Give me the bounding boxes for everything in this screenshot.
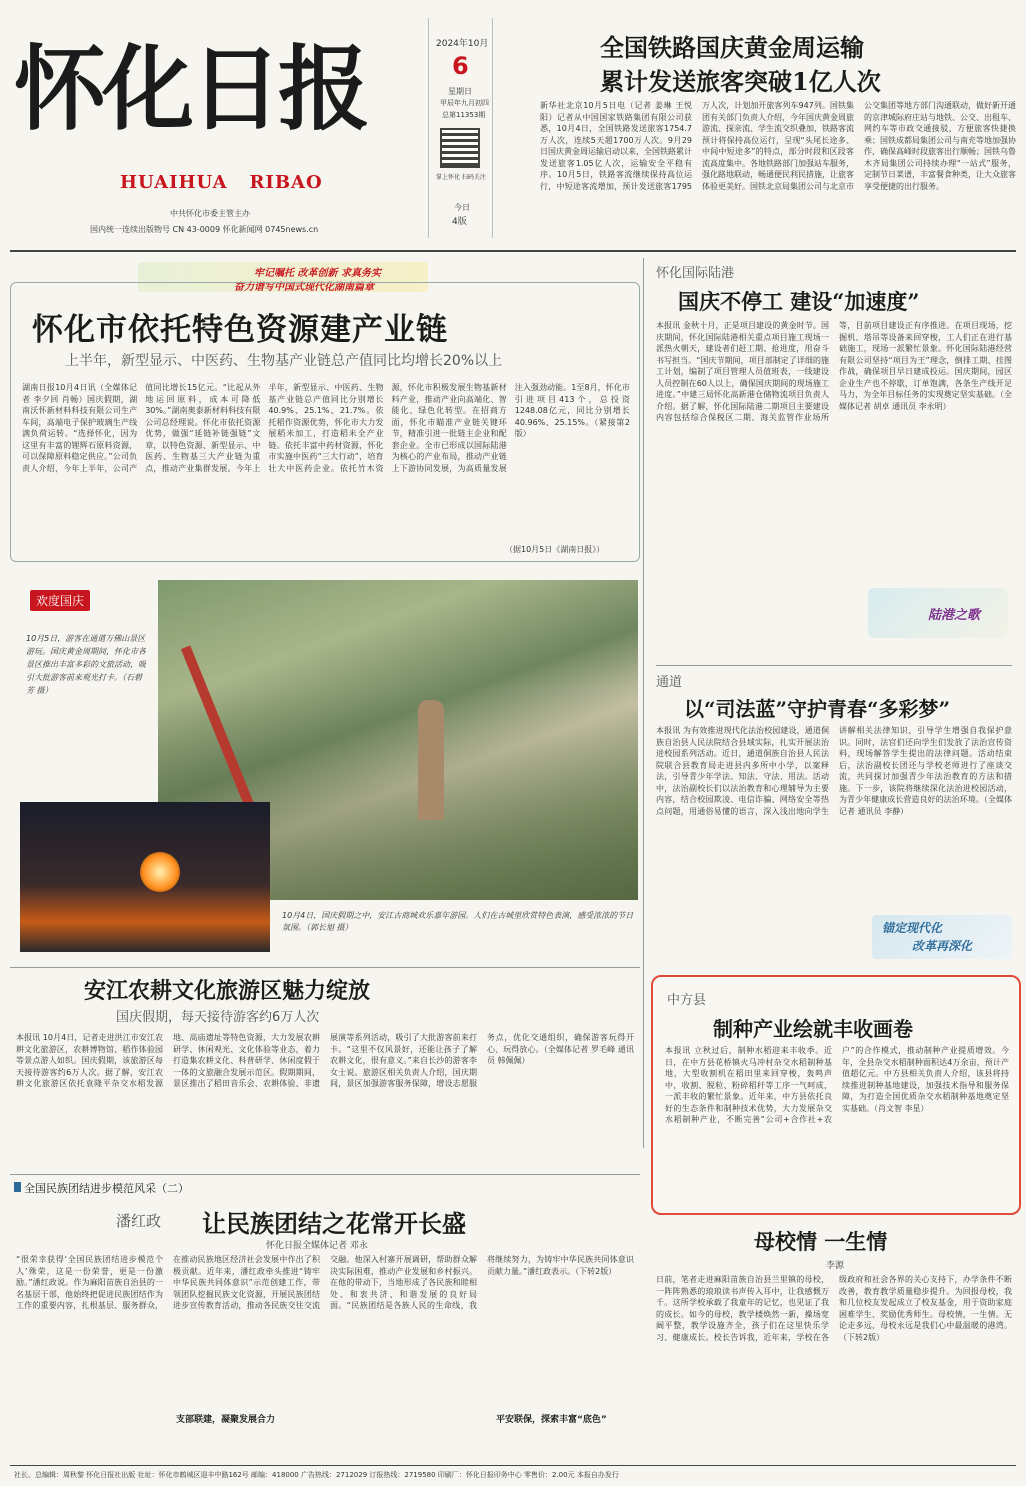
side-top-body: 本报讯 金秋十月，正是项目建设的黄金时节。国庆期间，怀化国际陆港相关重点项目施工现场一派热火朝天，建设者们赶工期、抢进度，用奋斗书写担当。“国庆节期间，项目部制定了详细的施工计划，编制了项目管理人员值班表，一线建设人员控制在60人以上，确保国庆期间的现场施工进度。”中建三局怀化高新港仓储物流项目负责人介绍。据了解，怀化国际陆港二期项目主要建设内容包括综合保税区二期、海关监管作业场所等，目前项目建设正有序推进。在项目现场，挖掘机、塔吊等设备来回穿梭，工人们正在进行基础施工，现场一派繁忙景象。怀化国际陆港经营有限公司坚持“项目为王”理念，倒排工期、挂图作战，确保项目早日建成投运。国庆期间，园区企业生产也不停歇，订单饱满，各条生产线开足马力，为全年目标任务的实现奠定坚实基础。（全媒体记者 胡卓 通讯员 李永明） [656, 321, 1012, 422]
reform-graphic [872, 915, 1012, 959]
reform-graphic-line-2: 改革再深化 [912, 939, 973, 953]
side-top-kicker: 怀化国际陆港 [656, 266, 735, 281]
lead-subtitle: 上半年，新型显示、中医药、生物基产业链总产值同比均增长20%以上 [65, 353, 503, 369]
lead-body: 湖南日报10月4日讯（全媒体记者 李夕回 肖畅）国庆假期，湖南沃怀新材料科技有限公司生产车间，高端电子保护玻璃生产线满负荷运转。“选择怀化，因为这里有丰富的锂辉石原料资源，可以保障原料稳定供应。”公司负责人介绍，今年上半年，公司产值同比增长15亿元。“比起从外地运回原料，成本可降低30%。”湖南奥泰新材料科技有限公司总经理说。怀化市依托资源优势，做强“延链补链强链”文章，以特色资源、新型显示、中医药、生物基三大产业链为重点，推动产业集群发展。今年上半年，新型显示、中医药、生物基产业链总产值同比分别增长40.9%、25.1%、21.7%。依托稻作资源优势，怀化市大力发展稻米加工，打造稻米全产业链。依托丰富中药材资源，怀化市实施中医药“三大行动”，培育壮大中医药企业。依托竹木资源，怀化市积极发展生物基新材料产业，推动产业向高端化、智能化、绿色化转型。在招商方面，怀化市瞄准产业链关键环节，精准引进一批链主企业和配套企业。全市已形成以国际陆港为核心的产业布局，推动产业链上下游协同发展，为高质量发展注入强劲动能。1至8月，怀化市引进项目413个，总投资1248.08亿元，同比分别增长40.96%、25.15%。（紧接第2版） [22, 383, 630, 473]
masthead-sponsor: 中共怀化市委主管主办 [170, 209, 250, 218]
masthead [0, 0, 1026, 260]
essay-title[interactable]: 母校情 一生情 [754, 1229, 888, 1254]
issue-number: 总第11353期 [442, 111, 486, 119]
minzu-title[interactable]: 让民族团结之花常开长盛 [202, 1209, 466, 1238]
series-marker-icon [14, 1182, 21, 1192]
date-day: 6 [452, 52, 469, 80]
lead-story [10, 258, 640, 563]
pages-label: 今日 [454, 203, 470, 212]
tongdao-body: 本报讯 为有效推进现代化法治校园建设，通道侗族自治县人民法院结合县域实际，扎实开展法治进校园系列活动。近日，通道侗族自治县人民法院联合县教育局走进县内多所中小学，以案释法，引导青少年学法、知法、守法、用法。活动中，法治副校长们以法治教育和心理辅导为主要内容，结合校园欺凌、电信诈骗、网络安全等热点问题，用通俗易懂的语言，深入浅出地向学生讲解相关法律知识，引导学生增强自我保护意识。同时，法官们还向学生们发放了法治宣传资料，现场解答学生提出的法律问题。活动结束后，法治副校长团还与学校老师进行了座谈交流，共同探讨加强青少年法治教育的方法和措施。下一步，该院将继续深化法治进校园活动，为青少年健康成长营造良好的法治环境。（全媒体记者 通讯员 李静） [656, 726, 1012, 816]
masthead-title: 怀化日报 [14, 35, 367, 143]
photo-section [10, 570, 640, 965]
minzu-story [10, 1176, 640, 1466]
main-photo-caption: 10月4日，国庆假期之中，安江古商城欢乐嘉年游园。人们在古城里欣赏特色表演，感受浓浓的节日氛围。（郭长旭 摄） [282, 911, 634, 932]
tongdao-story [648, 665, 1018, 965]
lead-end-note: （据10月5日《湖南日报》） [505, 545, 605, 554]
masthead-pinyin: HUAIHUA RIBAO [120, 172, 323, 193]
zhongfang-title[interactable]: 制种产业绘就丰收画卷 [713, 1017, 913, 1041]
masthead-meta: 国内统一连续出版物号 CN 43-0009 怀化新闻网 0745news.cn [90, 225, 319, 234]
subhead-2: 平安联保，探索丰富“底色” [496, 1415, 607, 1425]
tongdao-title[interactable]: 以“司法蓝”守护青春“多彩梦” [684, 697, 951, 721]
minzu-byline: 怀化日报全媒体记者 邓永 [266, 1241, 368, 1251]
side-photo-caption: 10月5日，游客在通道万佛山景区游玩。国庆黄金周期间，怀化市各景区推出丰富多彩的文旅活动，吸引大批游客前来观光打卡。（石碧芳 摄） [26, 634, 146, 695]
footer: 社长、总编辑：周秋黎 怀化日报社出版 社址：怀化市鹤城区迎丰中路162号 邮编：418000 广告热线：2712029 订报热线：2719580 印刷厂：怀化日报印务中心 零售价：2.00元 本报自办发行 [14, 1471, 619, 1479]
reform-graphic-line-1: 锚定现代化 [882, 921, 943, 935]
banner-line-2: 奋力谱写中国式现代化湖南篇章 [234, 282, 374, 293]
lunar-date: 甲辰年九月初四 [440, 99, 489, 107]
anjiang-story [10, 970, 640, 1170]
top-story-title-1[interactable]: 全国铁路国庆黄金周运输 [600, 33, 864, 62]
person-name: 潘红政 [116, 1212, 162, 1230]
minzu-body: “很荣幸获得‘全国民族团结进步模范个人’殊荣，这是一份荣誉，更是一份激励。”潘红政说。作为麻阳苗族自治县的一名基层干部，他始终把促进民族团结作为工作的重要内容，扎根基层、服务群众，在推动民族地区经济社会发展中作出了积极贡献。近年来，潘红政牵头推进“铸牢中华民族共同体意识”示范创建工作，带领团队挖掘民族文化资源，开展民族团结进步宣传教育活动，推动各民族交往交流交融。他深入村寨开展调研，帮助群众解决实际困难，推动产业发展和乡村振兴。在他的带动下，当地形成了各民族和睦相处、和衷共济、和谐发展的良好局面。“民族团结是各族人民的生命线，我将继续努力，为铸牢中华民族共同体意识贡献力量。”潘红政表示。（下转2版） [16, 1255, 634, 1310]
zhongfang-kicker: 中方县 [667, 993, 707, 1008]
zhongfang-body: 本报讯 立秋过后，制种水稻迎来丰收季。近日，在中方县花桥镇火马冲村杂交水稻制种基地，大型收割机在稻田里来回穿梭，轰鸣声中，收割、脱粒、粉碎稻秆等工序一气呵成，一派丰收的繁忙景象。近年来，中方县依托良好的生态条件和制种技术优势，大力发展杂交水稻制种产业，不断完善“公司+合作社+农户”的合作模式，推动制种产业提质增效。今年，全县杂交水稻制种面积达4万余亩，预计产值超亿元。中方县相关负责人介绍，该县将持续推进制种基地建设，加强技术指导和服务保障，为打造全国优质杂交水稻制种基地奠定坚实基础。（肖文智 李星） [665, 1046, 1009, 1124]
essay-author: 李源 [826, 1261, 845, 1271]
pages-count: 4版 [452, 217, 467, 227]
anjiang-body: 本报讯 10月4日，记者走进洪江市安江农耕文化旅游区，农耕博物馆、稻作体验园等景点游人如织。国庆假期，该旅游区每天接待游客约6万人次。据了解，安江农耕文化旅游区依托袁隆平杂交水稻发源地、高庙遗址等特色资源，大力发展农耕研学、休闲观光、文化体验等业态，着力打造集农耕文化、科普研学、休闲度假于一体的文旅融合发展示范区。假期期间，景区推出了稻田音乐会、农耕体验、非遗展演等系列活动，吸引了大批游客前来打卡。“这里不仅风景好，还能让孩子了解农耕文化，很有意义。”来自长沙的游客李女士说。旅游区相关负责人介绍，国庆期间，景区加强游客服务保障，增设志愿服务点，优化交通组织，确保游客玩得开心、玩得放心。（全媒体记者 罗毛峰 通讯员 韩佩佩） [16, 1033, 634, 1088]
subhead-1: 支部联建，凝聚发展合力 [176, 1415, 276, 1425]
top-story-title-2[interactable]: 累计发送旅客突破1亿人次 [600, 67, 881, 96]
essay-story [648, 1218, 1018, 1468]
tongdao-kicker: 通道 [656, 675, 683, 690]
qr-caption: 掌上怀化 扫码关注 [436, 174, 486, 181]
lugang-graphic-caption: 陆港之歌 [928, 608, 981, 623]
series-label: 全国民族团结进步模范风采（二） [24, 1182, 189, 1195]
lugang-graphic [868, 588, 1008, 638]
anjiang-subtitle: 国庆假期，每天接待游客约6万人次 [116, 1010, 320, 1025]
side-top-title[interactable]: 国庆不停工 建设“加速度” [678, 289, 920, 314]
banner-line-1: 牢记嘱托 改革创新 求真务实 [254, 268, 381, 279]
anjiang-title[interactable]: 安江农耕文化旅游区魅力绽放 [84, 978, 371, 1004]
essay-body: 日前，笔者走进麻阳苗族自治县兰里镇的母校，一阵阵熟悉的琅琅读书声传入耳中，让我感慨万千。这所学校承载了我童年的记忆，也见证了我的成长。如今的母校，教学楼焕然一新，操场宽阔平整，教学设施齐全，孩子们在这里快乐学习、健康成长。校长告诉我，近年来，学校在各级政府和社会各界的关心支持下，办学条件不断改善，教育教学质量稳步提升。为回报母校，我和几位校友发起成立了校友基金，用于资助家庭困难学生、奖励优秀师生。母校情，一生情。无论走多远，母校永远是我们心中最温暖的港湾。（下转2版） [656, 1275, 1012, 1342]
zhongfang-story[interactable] [651, 975, 1021, 1215]
inset-photo[interactable] [20, 802, 270, 952]
weekday: 星期日 [448, 87, 472, 96]
qr-code-icon[interactable] [440, 128, 480, 168]
lead-title[interactable]: 怀化市依托特色资源建产业链 [32, 312, 448, 348]
holiday-badge: 欢度国庆 [30, 590, 90, 611]
top-story-body: 新华社北京10月5日电（记者 姜琳 王悦阳）记者从中国国家铁路集团有限公司获悉，10月4日，全国铁路发送旅客1754.7万人次，连续5天超1700万人次。9月29日国庆黄金周运输启动以来，全国铁路累计发送旅客1.05亿人次，运输安全平稳有序。10月5日，铁路客流继续保持高位运行，中短途客流增加，预计发送旅客1795万人次，计划加开旅客列车947列。国铁集团有关部门负责人介绍，今年国庆黄金周旅游流、探亲流、学生流交织叠加，铁路客流预计将保持高位运行，呈现“头尾长途多、中间中短途多”的特点，部分时段和区段客流高度集中。各地铁路部门加强站车服务，强化路地联动，畅通便民利民措施，让旅客体验更美好。国铁北京局集团公司与北京市公交集团等地方部门沟通联动，做好新开通的京津城际府庄站与地铁、公交、出租车、网约车等市政交通接驳，方便旅客快捷换乘；国铁成都局集团公司与南充等地加强协作，确保高峰时段旅客出行顺畅；国铁乌鲁木齐局集团公司持续办理“一站式”服务，定制节日菜谱，丰富餐食种类，让大众旅客享受便捷的出行服务。 [540, 101, 1016, 191]
date-line: 2024年10月 [436, 39, 489, 49]
side-top-story [648, 258, 1018, 658]
